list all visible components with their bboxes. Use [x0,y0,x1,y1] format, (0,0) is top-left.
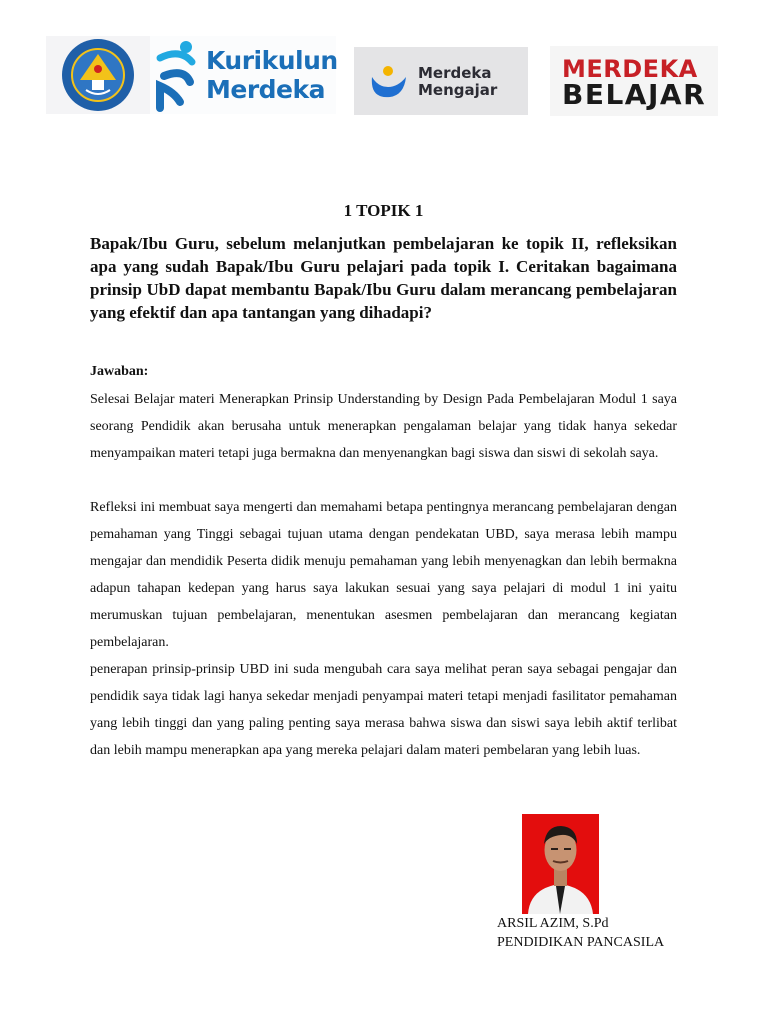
document-body [90,200,677,764]
answer-paragraph-2: Refleksi ini membuat saya mengerti dan memahami betapa pentingnya merancang pembelajaran dengan pemahaman yang Tinggi sebagai tujuan utama dengan pendekatan UBD, saya merasa lebih mampu mengajar dan mendidik Peserta didik menuju pemahaman yang lebih menyenagkan dan lebih bermakna adapun tahapan kedepan yang harus saya lakukan sesuai yang saya pelajari di modul 1 ini yaitu merumuskan tujuan pembelajaran, menentukan asesmen pembelajaran dan merancang kegiatan pembelajaran. [90,500,677,650]
author-subject: PENDIDIKAN PANCASILA [497,935,665,950]
merdeka-belajar-logo [550,46,718,116]
tut-wuri-handayani-logo [46,36,150,114]
merdeka-mengajar-logo [354,47,528,115]
answer-label: Jawaban: [90,364,149,379]
merdeka-word: MERDEKA [562,55,698,83]
answer-paragraph-1: Selesai Belajar materi Menerapkan Prinsip Understanding by Design Pada Pembelajaran Modul 1 saya seorang Pendidik akan berusaha untuk menerapkan pengalaman belajar yang tidak hanya sekedar menyampaikan materi tetapi juga bermakna dan menyenangkan bagi siswa dan siswi di sekolah saya. [90,392,677,461]
merdeka-word: Merdeka [418,64,492,82]
mengajar-word: Mengajar [418,81,498,99]
logo-header [0,0,768,130]
topic-title: 1 TOPIK 1 [343,201,424,220]
author-name: ARSIL AZIM, S.Pd [497,916,609,931]
merdeka-word: Merdeka [206,75,326,104]
kurikulum-merdeka-logo [150,36,336,114]
kurikulum-word: Kurikulun [206,46,338,75]
belajar-word: BELAJAR [562,78,707,111]
answer-paragraph-3: penerapan prinsip-prinsip UBD ini suda mengubah cara saya melihat peran saya sebagai pengajar dan pendidik saya tidak lagi hanya sekedar menjadi penyampai materi tetapi menjadi fasilitator pemahaman yang lebih tinggi dan yang paling penting saya merasa bahwa siswa dan siswi saya lebih aktif terlibat dan lebih mampu menerapkan apa yang mereka pelajari dalam materi pembelaran yang lebih luas. [90,662,677,758]
reflection-question: Bapak/Ibu Guru, sebelum melanjutkan pembelajaran ke topik II, refleksikan apa yang sudah Bapak/Ibu Guru pelajari pada topik I. Ceritakan bagaimana prinsip UbD dapat membantu Bapak/Ibu Guru dalam merancang pembelajaran yang efektif dan apa tantangan yang dihadapi? [90,234,677,322]
signature-block [497,914,664,952]
author-photo [522,814,599,914]
